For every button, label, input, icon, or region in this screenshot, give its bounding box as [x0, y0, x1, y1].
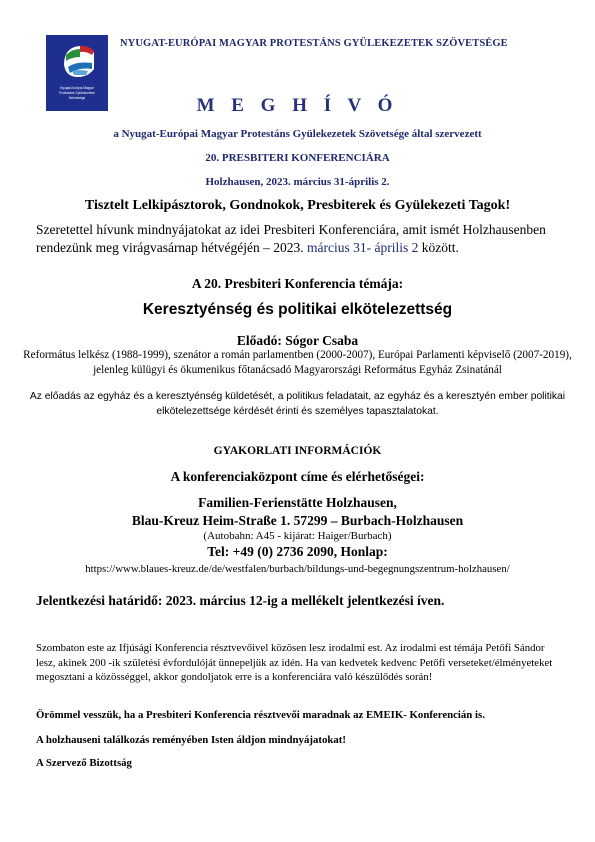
speaker: Előadó: Sógor Csaba [236, 333, 359, 348]
venue-name: Familien-Ferienstätte Holzhausen, [198, 495, 397, 510]
blessing: A holzhauseni találkozás reményében Isten áldjon mindnyájatokat! [36, 734, 346, 746]
intro-paragraph [36, 221, 566, 257]
intro-date: március 31- április 2 [307, 240, 419, 255]
conference-name: 20. PRESBITERI KONFERENCIÁRA [205, 152, 390, 164]
speaker-bio: Református lelkész (1988-1999), szenátor a román parlamentben (2000-2007), Európai Parlamenti képviselő (2007-2019), jelenleg külügyi és ökumenikus főtanácsadó Magyarországi Református Egyház Zsinatánál [23, 349, 572, 376]
theme-heading: A 20. Presbiteri Konferencia témája: [191, 276, 404, 291]
page-title: M E G H Í V Ó [196, 95, 399, 116]
website-link[interactable]: https://www.blaues-kreuz.de/de/westfalen/burbach/bildungs-und-begegnungszentrum-holzhausen/ [85, 563, 510, 575]
phone-info: Tel: +49 (0) 2736 2090, Honlap: [207, 544, 388, 559]
svg-text:Protestáns Gyülekezetek: Protestáns Gyülekezetek [59, 91, 95, 95]
greeting: Tisztelt Lelkipásztorok, Gondnokok, Presbiterek és Gyülekezeti Tagok! [84, 198, 511, 213]
intro-text: Szeretettel hívunk mindnyájatokat az idei Presbiteri Konferenciára, amit ismét Holzhausenben rendezünk meg virágvasárnap hétvégéjén – 2023. [36, 222, 546, 255]
literary-evening-paragraph: Szombaton este az Ifjúsági Konferencia résztvevőivel közösen lesz irodalmi est. Az irodalmi est témája Petőfi Sándor lesz, akinek 200 -ik születési évfordulóját ünnepeljük az idén. Ha van kedvetek kedvenc Petőfi verseteket/élményeteket megosztani a közösséggel, akkor gondoljatok erre is a konferenciára való készülődés során! [36, 642, 553, 683]
signature: A Szervező Bizottság [36, 757, 132, 769]
place-date: Holzhausen, 2023. március 31-április 2. [205, 176, 390, 188]
registration-deadline: Jelentkezési határidő: 2023. március 12-ig a mellékelt jelentkezési íven. [36, 593, 445, 608]
closing-note: Örömmel vesszük, ha a Presbiteri Konferencia résztvevői maradnak az EMEIK- Konferencián is. [36, 709, 485, 721]
svg-text:Szövetsége: Szövetsége [68, 96, 86, 100]
svg-text:Nyugat-Európai Magyar: Nyugat-Európai Magyar [60, 86, 94, 90]
autobahn-info: (Autobahn: A45 - kijárat: Haiger/Burbach) [203, 530, 392, 542]
organizer-line: a Nyugat-Európai Magyar Protestáns Gyülekezetek Szövetsége által szervezett [113, 128, 482, 140]
intro-text-end: között. [418, 240, 459, 255]
lecture-summary: Az előadás az egyház és a keresztyénség küldetését, a politikus feladatait, az egyház és a keresztyén ember politikai elkötelezettsége kérdését érinti és személyes tapasztalatokat. [29, 391, 566, 417]
practical-heading: GYAKORLATI INFORMÁCIÓK [213, 445, 382, 457]
venue-street: Blau-Kreuz Heim-Straße 1. 57299 – Burbach-Holzhausen [131, 513, 464, 528]
organization-name: NYUGAT-EURÓPAI MAGYAR PROTESTÁNS GYÜLEKEZETEK SZÖVETSÉGE [120, 38, 508, 49]
topic-title: Keresztyénség és politikai elkötelezettség [142, 301, 453, 318]
venue-subheading: A konferenciaközpont címe és elérhetőségei: [170, 469, 425, 484]
